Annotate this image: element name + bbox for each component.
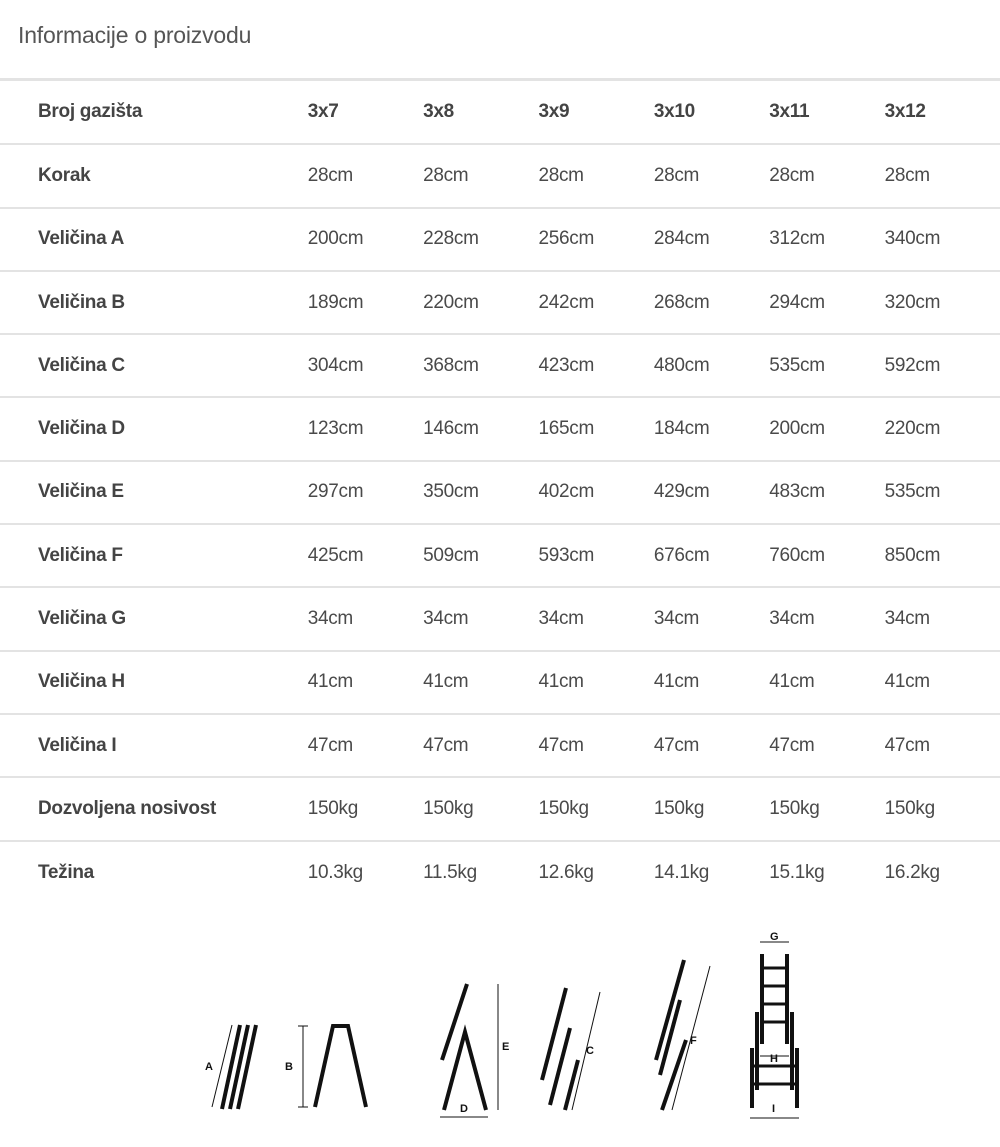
row-label: Veličina F — [0, 524, 308, 587]
table-cell: 150kg — [308, 777, 423, 840]
table-cell: 41cm — [885, 651, 1000, 714]
row-label: Veličina E — [0, 461, 308, 524]
table-cell: 340cm — [885, 208, 1000, 271]
table-row — [0, 841, 1000, 904]
table-cell: 294cm — [769, 271, 884, 334]
diagram-label-g: G — [770, 931, 779, 943]
table-cell: 242cm — [538, 271, 653, 334]
table-cell: 312cm — [769, 208, 884, 271]
diagram-label-e: E — [502, 1041, 510, 1053]
diagram-ghi-icon — [750, 942, 799, 1118]
table-row — [0, 461, 1000, 524]
table-cell: 165cm — [538, 397, 653, 460]
table-row — [0, 144, 1000, 207]
table-cell: 34cm — [769, 587, 884, 650]
table-cell: 200cm — [308, 208, 423, 271]
table-cell: 28cm — [654, 144, 769, 207]
table-cell: 12.6kg — [538, 861, 594, 883]
table-cell: 15.1kg — [769, 861, 825, 883]
header-label: Broj gazišta — [0, 81, 308, 144]
table-cell: 150kg — [769, 777, 884, 840]
diagram-label-b: B — [285, 1061, 293, 1073]
table-cell: 28cm — [769, 144, 884, 207]
ladder-dimension-drawing — [0, 920, 1000, 1130]
table-cell: 284cm — [654, 208, 769, 271]
table-cell: 150kg — [654, 777, 769, 840]
diagram-label-i: I — [772, 1103, 776, 1115]
table-cell: 28cm — [423, 144, 538, 207]
header-cell: 3x7 — [308, 81, 423, 144]
table-cell: 16.2kg — [884, 861, 940, 883]
table-cell: 150kg — [538, 777, 653, 840]
row-label: Veličina G — [0, 587, 308, 650]
diagram-label-c: C — [586, 1045, 594, 1057]
table-cell: 760cm — [769, 524, 884, 587]
table-cell: 41cm — [308, 651, 423, 714]
specs-table — [0, 81, 1000, 904]
table-cell: 34cm — [538, 587, 653, 650]
header-cell: 3x12 — [885, 81, 1000, 144]
table-cell: 47cm — [308, 714, 423, 777]
table-cell: 592cm — [885, 334, 1000, 397]
table-row — [0, 777, 1000, 840]
table-cell: 320cm — [885, 271, 1000, 334]
header-cell: 3x11 — [769, 81, 884, 144]
table-cell: 14.1kg — [653, 861, 710, 883]
table-cell: 220cm — [885, 397, 1000, 460]
table-cell: 268cm — [654, 271, 769, 334]
table-cell: 123cm — [308, 397, 423, 460]
table-cell: 509cm — [423, 524, 538, 587]
table-cell: 150kg — [885, 777, 1000, 840]
table-cell: 41cm — [423, 651, 538, 714]
header-cell: 3x9 — [538, 81, 653, 144]
table-cell: 34cm — [885, 587, 1000, 650]
row-label: Korak — [0, 144, 308, 207]
table-cell: 189cm — [308, 271, 423, 334]
table-cell: 28cm — [885, 144, 1000, 207]
table-cell: 47cm — [423, 714, 538, 777]
table-cell: 535cm — [885, 461, 1000, 524]
row-label: Veličina I — [0, 714, 308, 777]
table-header-row — [0, 81, 1000, 144]
row-label: Dozvoljena nosivost — [0, 777, 308, 840]
table-cell: 429cm — [654, 461, 769, 524]
table-cell: 41cm — [538, 651, 653, 714]
table-row — [0, 397, 1000, 460]
diagram-label-f: F — [690, 1035, 697, 1047]
table-row — [0, 524, 1000, 587]
row-label: Veličina B — [0, 271, 308, 334]
table-cell: 47cm — [654, 714, 769, 777]
diagram-de-icon — [440, 984, 498, 1117]
table-cell: 10.3kg — [307, 861, 363, 883]
table-row — [0, 587, 1000, 650]
table-cell: 425cm — [308, 524, 423, 587]
diagram-label-a: A — [205, 1061, 213, 1073]
table-cell: 200cm — [769, 397, 884, 460]
table-cell: 850cm — [885, 524, 1000, 587]
table-cell: 423cm — [538, 334, 653, 397]
table-cell: 150kg — [423, 777, 538, 840]
table-cell: 34cm — [308, 587, 423, 650]
table-cell: 402cm — [538, 461, 653, 524]
diagram-label-d: D — [460, 1103, 468, 1115]
table-cell: 41cm — [654, 651, 769, 714]
table-cell: 184cm — [654, 397, 769, 460]
table-cell: 676cm — [654, 524, 769, 587]
table-cell: 368cm — [423, 334, 538, 397]
table-cell: 480cm — [654, 334, 769, 397]
header-cell: 3x8 — [423, 81, 538, 144]
table-row — [0, 714, 1000, 777]
table-cell: 28cm — [308, 144, 423, 207]
table-cell: 47cm — [538, 714, 653, 777]
table-cell: 41cm — [769, 651, 884, 714]
table-cell: 28cm — [538, 144, 653, 207]
table-row — [0, 334, 1000, 397]
diagram-a-icon — [212, 1025, 256, 1109]
row-label: Težina — [38, 861, 94, 883]
table-row — [0, 651, 1000, 714]
table-row — [0, 271, 1000, 334]
table-cell: 304cm — [308, 334, 423, 397]
section-title: Informacije o proizvodu — [18, 22, 252, 48]
diagram-b-icon — [298, 1026, 366, 1107]
row-label: Veličina H — [0, 651, 308, 714]
row-label: Veličina A — [0, 208, 308, 271]
table-cell: 34cm — [654, 587, 769, 650]
table-cell: 535cm — [769, 334, 884, 397]
table-cell: 350cm — [423, 461, 538, 524]
row-label: Veličina C — [0, 334, 308, 397]
table-cell: 593cm — [538, 524, 653, 587]
header-cell: 3x10 — [654, 81, 769, 144]
table-cell: 228cm — [423, 208, 538, 271]
table-cell: 146cm — [423, 397, 538, 460]
row-label: Veličina D — [0, 397, 308, 460]
table-cell: 256cm — [538, 208, 653, 271]
table-row — [0, 208, 1000, 271]
table-cell: 297cm — [308, 461, 423, 524]
table-cell: 34cm — [423, 587, 538, 650]
diagram-f-icon — [656, 960, 710, 1110]
table-cell: 220cm — [423, 271, 538, 334]
table-cell: 11.5kg — [423, 861, 477, 883]
diagram-label-h: H — [770, 1053, 778, 1065]
ladder-diagrams — [0, 920, 1000, 1130]
table-cell: 483cm — [769, 461, 884, 524]
table-cell: 47cm — [769, 714, 884, 777]
table-cell: 47cm — [885, 714, 1000, 777]
